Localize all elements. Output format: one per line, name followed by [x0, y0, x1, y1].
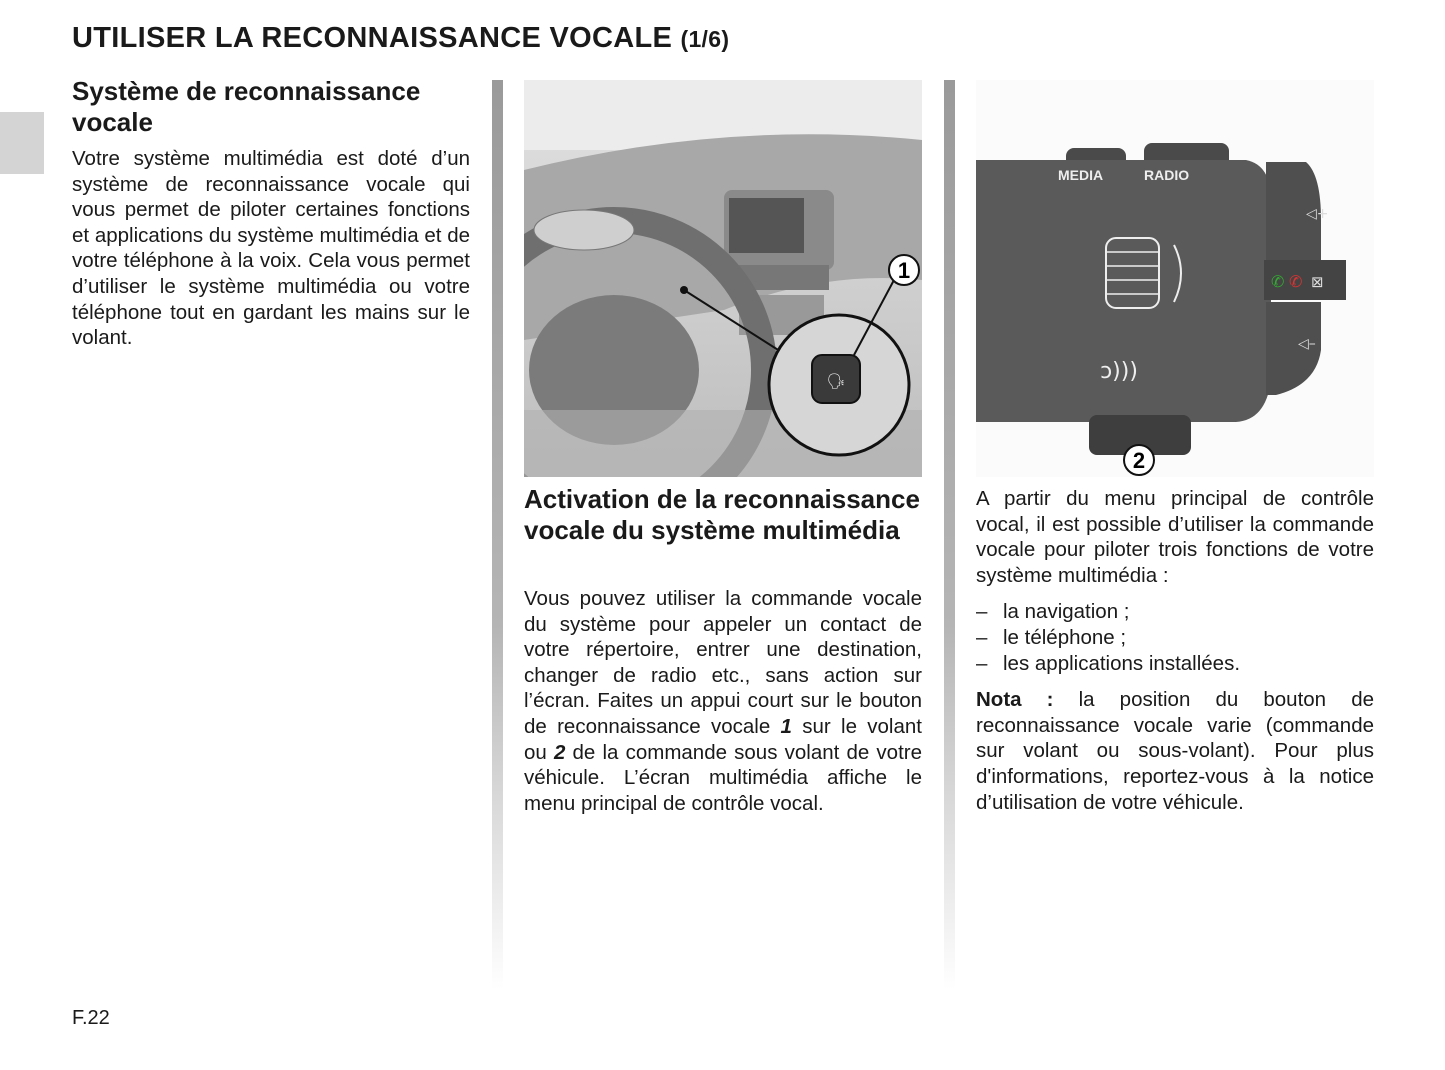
- steering-column-control-illustration: [976, 80, 1374, 477]
- page-number: F.22: [72, 1007, 110, 1029]
- note-label: Nota :: [976, 688, 1054, 712]
- dashboard-illustration: [524, 80, 922, 477]
- list-item-text: la navigation ;: [1003, 600, 1130, 624]
- dash: –: [976, 651, 988, 675]
- media-label: MEDIA: [1058, 167, 1104, 183]
- voice-recognition-icon: ↄ))): [1100, 359, 1138, 384]
- section-heading: Activation de la reconnaissance vocale du système multimédia: [524, 484, 920, 545]
- intro-paragraph: Votre système multimédia est doté d’un système de reconnaissance vocale qui vous permet de piloter certaines fonctions et applications du système multimédia et de votre téléphone à la voix. Cela vous permet d’utiliser le système multimédia ou votre téléphone tout en gardant les mains sur le volant.: [72, 147, 470, 350]
- list-item-text: les applications installées.: [1003, 651, 1241, 675]
- note: [976, 687, 1374, 815]
- phone-answer-icon: ✆: [1271, 272, 1285, 291]
- section-heading: Système de reconnaissance vocale: [72, 76, 421, 137]
- mute-icon: ⊠: [1311, 273, 1324, 291]
- column-divider: [492, 80, 503, 990]
- note-text: la position du bouton de reconnaissance vocale varie (commande sur volant ou sous-volant). Pour plus d'informations, reportez-vous à la notice d’utilisation de votre véhicule.: [976, 688, 1374, 814]
- title-text: UTILISER LA RECONNAISSANCE VOCALE: [72, 22, 673, 54]
- callout-1: 1: [897, 258, 911, 283]
- phone-hangup-icon: ✆: [1289, 272, 1303, 291]
- list-item-text: le téléphone ;: [1003, 625, 1127, 649]
- intro-text: A partir du menu principal de contrôle vocal, il est possible d’utiliser la commande vocale pour piloter trois fonctions de votre système multimédia :: [976, 487, 1374, 587]
- page-index: (1/6): [680, 26, 730, 52]
- dash: –: [976, 625, 988, 649]
- dash: –: [976, 600, 988, 624]
- list-item: [976, 599, 1374, 625]
- svg-text:🗣: 🗣: [826, 372, 846, 390]
- page-title: [72, 22, 729, 55]
- volume-down-icon: ◁–: [1298, 336, 1316, 352]
- text: Vous pouvez utiliser la commande vocale du système pour appeler un contact de votre répertoire, entrer une destination, changer de radio etc., sans action sur l’écran. Faites un appui court sur le bouton de reconnaissance vocale: [524, 587, 922, 738]
- text: sur le volant ou: [524, 714, 922, 764]
- text: de la commande sous volant de votre véhicule. L’écran multimédia affiche le menu principal de contrôle vocal.: [524, 740, 923, 815]
- ref-1: 1: [780, 714, 792, 738]
- list-item: [976, 625, 1374, 651]
- volume-up-icon: ◁+: [1306, 206, 1329, 222]
- column3-text: [976, 486, 1374, 815]
- section-tab: [0, 112, 44, 174]
- ref-2: 2: [553, 740, 566, 764]
- radio-label: RADIO: [1144, 167, 1190, 183]
- function-list: [976, 599, 1374, 676]
- column-divider: [944, 80, 955, 990]
- activation-paragraph: [524, 586, 922, 816]
- list-item: [976, 651, 1374, 677]
- callout-2: 2: [1132, 448, 1146, 473]
